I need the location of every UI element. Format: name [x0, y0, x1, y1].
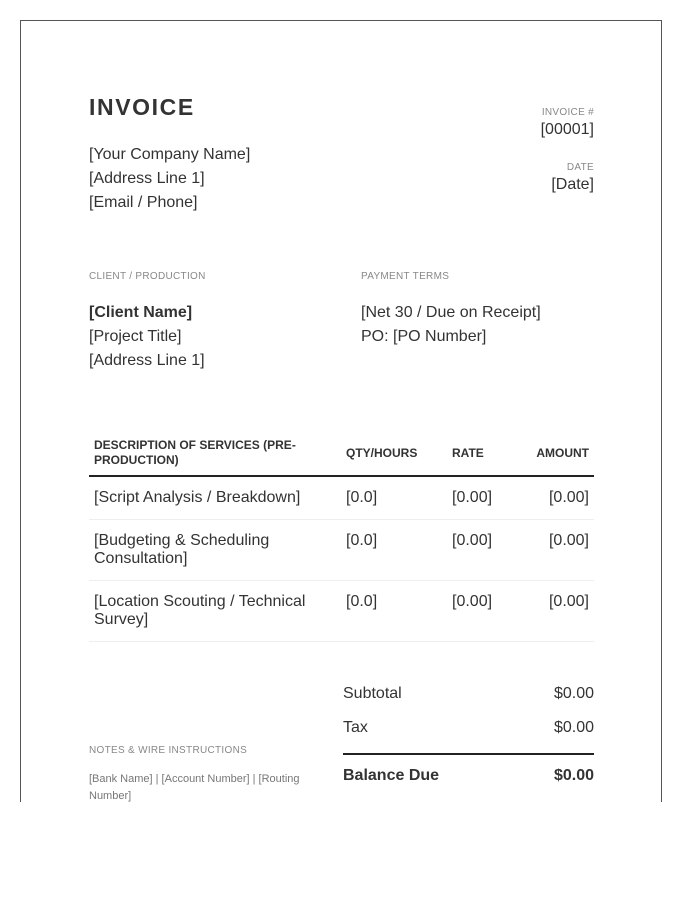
column-header-rate: RATE — [447, 431, 522, 476]
tax-value: $0.00 — [553, 719, 594, 736]
company-contact: [Email / Phone] — [89, 194, 198, 211]
table-row — [89, 476, 594, 520]
balance-due-label: Balance Due — [343, 767, 440, 784]
tax-row — [343, 711, 594, 745]
client-name: [Client Name] — [89, 304, 193, 321]
terms-section-label: PAYMENT TERMS — [361, 271, 450, 282]
row-rate: [0.00] — [447, 581, 522, 642]
invoice-content — [89, 21, 594, 802]
client-address: [Address Line 1] — [89, 352, 205, 369]
row-description: [Location Scouting / Technical Survey] — [89, 581, 341, 642]
row-description: [Script Analysis / Breakdown] — [89, 476, 341, 520]
column-header-amount: AMOUNT — [522, 431, 594, 476]
payment-terms-line: [Net 30 / Due on Receipt] — [361, 304, 541, 321]
table-header-row — [89, 431, 594, 476]
client-section-label: CLIENT / PRODUCTION — [89, 271, 206, 282]
notes-text: [Bank Name] | [Account Number] | [Routing Number] — [89, 773, 300, 802]
row-qty: [0.0] — [341, 476, 447, 520]
client-info — [89, 301, 205, 373]
invoice-date-block — [551, 162, 594, 194]
row-amount: [0.00] — [522, 581, 594, 642]
totals-block — [343, 677, 594, 797]
payment-terms — [361, 301, 541, 349]
tax-label: Tax — [343, 719, 368, 736]
company-info — [89, 143, 250, 215]
balance-due-value: $0.00 — [553, 767, 594, 784]
invoice-number-block — [541, 107, 594, 139]
client-project: [Project Title] — [89, 328, 182, 345]
company-name: [Your Company Name] — [89, 146, 251, 163]
po-number-line: PO: [PO Number] — [361, 328, 487, 345]
notes-label: NOTES & WIRE INSTRUCTIONS — [89, 745, 248, 756]
column-header-qty: QTY/HOURS — [341, 431, 447, 476]
subtotal-label: Subtotal — [343, 685, 402, 702]
services-table — [89, 431, 594, 642]
company-address: [Address Line 1] — [89, 170, 205, 187]
invoice-title: INVOICE — [89, 94, 195, 120]
row-rate: [0.00] — [447, 476, 522, 520]
invoice-date-value: [Date] — [551, 176, 594, 193]
balance-due-row — [343, 753, 594, 797]
column-header-description: DESCRIPTION OF SERVICES (PRE-PRODUCTION) — [89, 431, 341, 476]
invoice-page — [20, 20, 662, 802]
table-row — [89, 520, 594, 581]
invoice-number-label: INVOICE # — [541, 107, 594, 118]
row-qty: [0.0] — [341, 520, 447, 581]
row-amount: [0.00] — [522, 476, 594, 520]
row-qty: [0.0] — [341, 581, 447, 642]
row-rate: [0.00] — [447, 520, 522, 581]
table-row — [89, 581, 594, 642]
subtotal-value: $0.00 — [553, 685, 594, 702]
subtotal-row — [343, 677, 594, 711]
invoice-number-value: [00001] — [540, 121, 594, 138]
invoice-date-label: DATE — [566, 162, 594, 173]
row-description: [Budgeting & Scheduling Consultation] — [89, 520, 341, 581]
row-amount: [0.00] — [522, 520, 594, 581]
